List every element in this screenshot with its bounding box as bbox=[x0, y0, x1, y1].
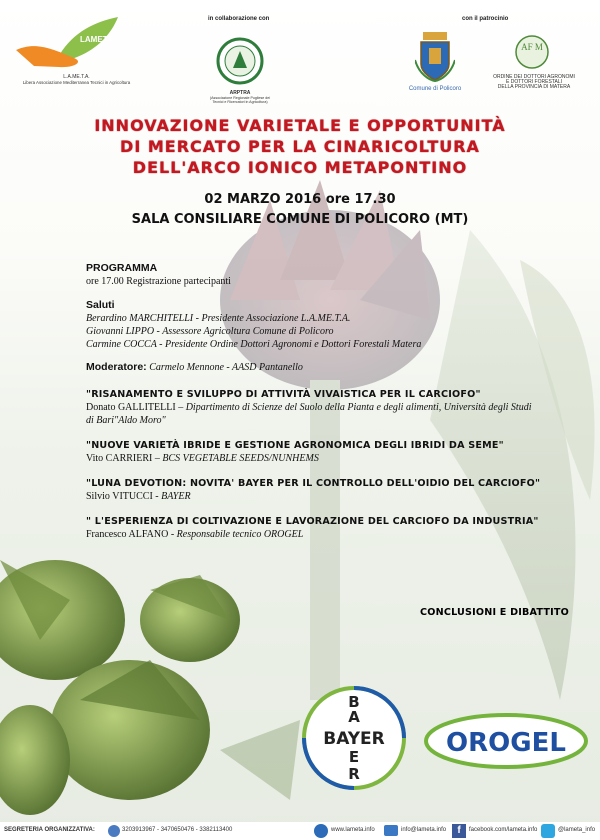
ordine-line-3: DELLA PROVINCIA DI MATERA bbox=[497, 84, 571, 90]
svg-text:B: B bbox=[348, 693, 360, 711]
talk-speaker-line bbox=[86, 452, 586, 465]
website-link[interactable]: www.lameta.info bbox=[331, 827, 375, 833]
facebook-link[interactable]: facebook.com/lameta.info bbox=[469, 827, 538, 833]
afm-emblem-icon bbox=[514, 34, 550, 70]
talk-affiliation: Dipartimento di Scienze del Suolo della Pianta e degli alimenti, Università degli Studi bbox=[185, 402, 532, 413]
twitter-link[interactable]: @lameta_info bbox=[558, 827, 596, 833]
ordine-line-1: ORDINE DEI DOTTORI AGRONOMI bbox=[493, 74, 575, 80]
title-line-1: INNOVAZIONE VARIETALE E OPPORTUNITÀ bbox=[94, 116, 506, 135]
title-line-2: DI MERCATO PER LA CINARICOLTURA bbox=[120, 137, 480, 156]
talk bbox=[86, 388, 586, 427]
arptra-logo bbox=[205, 36, 275, 104]
talk-speaker: Silvio VITUCCI bbox=[86, 491, 153, 502]
mail-icon bbox=[384, 825, 398, 836]
moderator-name: Carmelo Mennone - AASD Pantanello bbox=[149, 362, 303, 373]
svg-text:A: A bbox=[348, 708, 360, 726]
comune-label: Comune di Policoro bbox=[408, 86, 462, 92]
coat-of-arms-icon bbox=[415, 30, 455, 82]
svg-text:E: E bbox=[348, 748, 360, 766]
talk-title: "RISANAMENTO E SVILUPPO DI ATTIVITÀ VIVAISTICA PER IL CARCIOFO" bbox=[86, 389, 481, 400]
twitter-icon bbox=[541, 824, 555, 838]
talk-affiliation-cont: di Bari"Aldo Moro" bbox=[86, 415, 166, 426]
talk-speaker-line bbox=[86, 528, 586, 541]
event-venue: SALA CONSILIARE COMUNE DI POLICORO (MT) bbox=[131, 212, 469, 227]
arptra-emblem-icon bbox=[215, 36, 265, 86]
secretariat-label: SEGRETERIA ORGANIZZATIVA: bbox=[4, 827, 95, 833]
lameta-description: Libera Associazione Mediterranea Tecnici in Agricoltura bbox=[22, 80, 131, 85]
footer bbox=[0, 822, 600, 840]
lameta-logo bbox=[14, 12, 139, 96]
phone-icon bbox=[108, 825, 120, 837]
arptra-name: ARPTRA bbox=[229, 90, 251, 96]
artichoke-cluster bbox=[0, 560, 300, 815]
orogel-oval-icon bbox=[424, 713, 588, 769]
talk-speaker: Vito CARRIERI – bbox=[86, 453, 160, 464]
talk-title: "LUNA DEVOTION: NOVITA' BAYER PER IL CONTROLLO DELL'OIDIO DEL CARCIOFO" bbox=[86, 478, 541, 489]
orogel-logo bbox=[424, 713, 588, 769]
conclusion: CONCLUSIONI E DIBATTITO bbox=[420, 607, 569, 618]
talk-speaker-line bbox=[86, 490, 586, 503]
talk bbox=[86, 439, 586, 465]
bayer-logo bbox=[300, 684, 408, 792]
talk-speaker-line bbox=[86, 401, 586, 414]
facebook-icon: f bbox=[452, 824, 466, 838]
registration: ore 17.00 Registrazione partecipanti bbox=[86, 276, 231, 287]
collaboration-label: in collaborazione con bbox=[208, 16, 270, 22]
talk-title: "NUOVE VARIETÀ IBRIDE E GESTIONE AGRONOMICA DEGLI IBRIDI DA SEME" bbox=[86, 440, 504, 451]
ordine-line-2: E DOTTORI FORESTALI bbox=[506, 79, 562, 85]
saluti-item: Carmine COCCA - Presidente Ordine Dottori Agronomi e Dottori Forestali Matera bbox=[86, 339, 422, 350]
ordine-logo bbox=[484, 34, 584, 90]
comune-logo bbox=[404, 30, 466, 92]
svg-text:LAMETA: LAMETA bbox=[80, 35, 113, 44]
phone-numbers: 3203913967 - 3470650476 - 3382113400 bbox=[122, 827, 233, 833]
svg-text:R: R bbox=[348, 765, 360, 783]
talk-affiliation: - BAYER bbox=[155, 491, 191, 502]
moderator bbox=[86, 361, 586, 374]
event-date-time: 02 MARZO 2016 ore 17.30 bbox=[204, 192, 396, 207]
saluti-item: Giovanni LIPPO - Assessore Agricoltura Comune di Policoro bbox=[86, 326, 334, 337]
talk bbox=[86, 515, 586, 541]
program-heading: PROGRAMMA bbox=[86, 262, 158, 274]
moderator-label: Moderatore: bbox=[86, 361, 147, 373]
svg-text:OROGEL: OROGEL bbox=[446, 728, 566, 758]
talk-speaker: Donato GALLITELLI – bbox=[86, 402, 184, 413]
saluti-item: Berardino MARCHITELLI - Presidente Associazione L.A.ME.T.A. bbox=[86, 313, 351, 324]
patronage-label: con il patrocinio bbox=[462, 16, 509, 22]
saluti-heading: Saluti bbox=[86, 299, 115, 311]
email-link[interactable]: info@lameta.info bbox=[401, 827, 447, 833]
arptra-description: (Associazione Regionale Pugliese dei Tecnici e Ricercatori in Agricoltura) bbox=[209, 96, 271, 104]
talk bbox=[86, 477, 586, 503]
svg-text:BAYER: BAYER bbox=[323, 729, 385, 749]
hand-leaf-icon bbox=[14, 12, 124, 70]
talk-affiliation: - Responsabile tecnico OROGEL bbox=[170, 529, 304, 540]
talk-affiliation: BCS VEGETABLE SEEDS/NUNHEMS bbox=[162, 453, 319, 464]
title-line-3: DELL'ARCO IONICO METAPONTINO bbox=[132, 158, 468, 177]
talk-title: " L'ESPERIENZA DI COLTIVAZIONE E LAVORAZIONE DEL CARCIOFO DA INDUSTRIA" bbox=[86, 516, 539, 527]
globe-icon bbox=[314, 824, 328, 838]
talk-speaker: Francesco ALFANO bbox=[86, 529, 169, 540]
bayer-cross-icon bbox=[300, 684, 408, 792]
lameta-name: L.A.ME.T.A. bbox=[63, 74, 90, 80]
svg-text:AF M: AF M bbox=[521, 42, 543, 52]
program bbox=[86, 262, 586, 541]
